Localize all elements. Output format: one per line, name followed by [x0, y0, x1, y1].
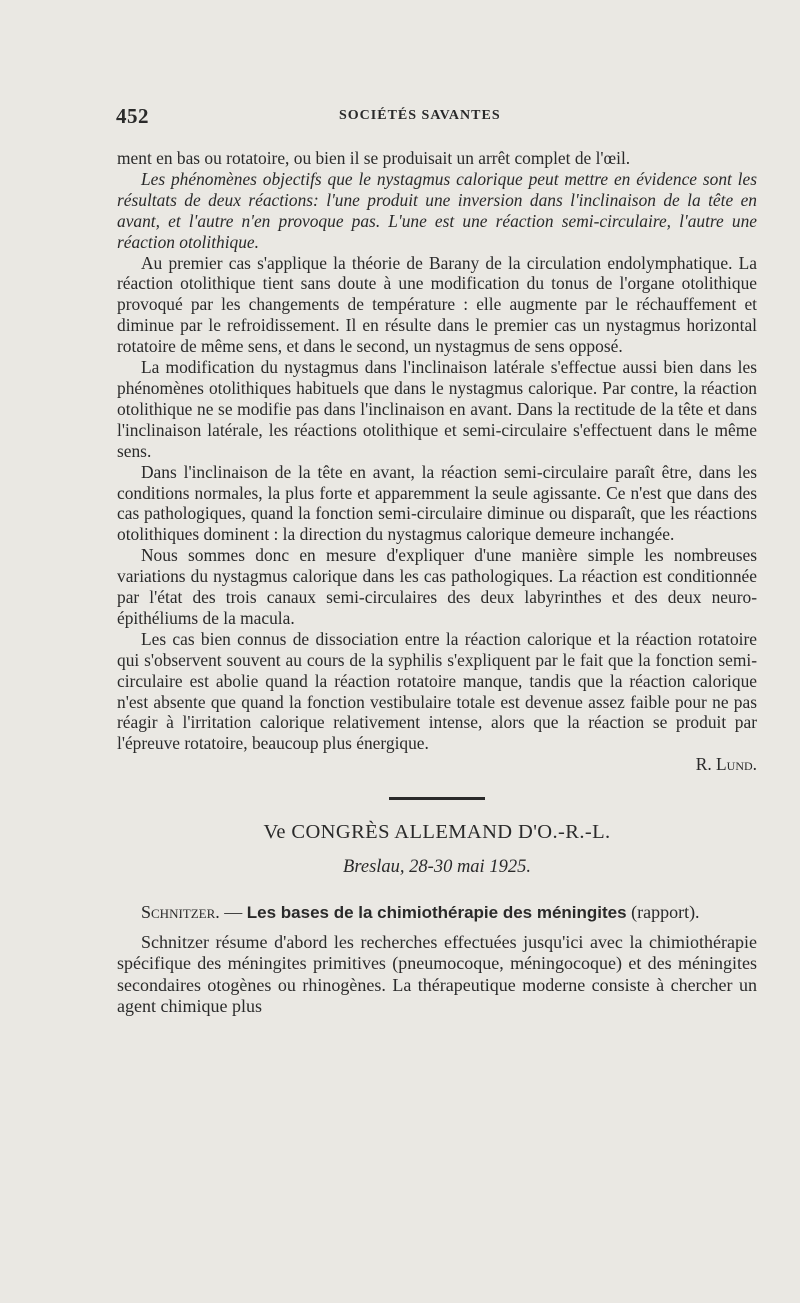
report-text: Schnitzer résume d'abord les recherches effectuées jusqu'ici avec la chimiothérapie spécifique des méningites primitives (pneumocoque, méningocoque) et des méningites secondaires otogènes ou rhinogènes. La thérapeutique moderne consiste à chercher un agent chimique plus: [117, 931, 757, 1017]
paragraph: ment en bas ou rotatoire, ou bien il se produisait un arrêt complet de l'œil.: [117, 148, 631, 168]
paragraph: La modification du nystagmus dans l'inclinaison latérale s'effectue aussi bien dans les phénomènes otolithiques habituels que dans le nystagmus calorique. Par contre, la réaction otolithique ne se modifie pas dans l'inclinaison en avant. Dans la rectitude de la tête et dans l'inclinaison latérale, les réactions otolithique et semi-circulaire s'effectuent dans le même sens.: [117, 357, 757, 461]
paragraph: Les cas bien connus de dissociation entre la réaction calorique et la réaction rotatoire qui s'observent souvent au cours de la syphilis s'expliquent par le fait que la fonction semi-circulaire est abolie quand la réaction rotatoire manque, tandis que la réaction calorique n'est absente que quand la fonction vestibulaire totale est devenue assez faible pour ne pas réagir à l'irritation calorique relativement intense, alors que la réaction se produit par l'épreuve rotatoire, beaucoup plus énergique.: [117, 628, 757, 754]
report-heading: [117, 902, 757, 924]
paragraph-italic: Les phénomènes objectifs que le nystagmus calorique peut mettre en évidence sont les résultats de deux réactions: l'une produit une inversion dans l'inclinaison de la tête en avant, et l'autre n'en provoque pas. L'une est une réaction semi-circulaire, l'autre une réaction otolithique.: [117, 168, 757, 252]
section-divider: [389, 797, 485, 800]
section-subtitle: Breslau, 28-30 mai 1925.: [343, 857, 531, 878]
page-header: [116, 104, 756, 130]
paragraph: Au premier cas s'applique la théorie de Barany de la circulation endolymphatique. La réaction otolithique tient sans doute à une modification du tonus de l'organe otolithique provoqué par les changements de température : elle augmente par le réchauffement et diminue par le refroidissement. Il en résulte dans le premier cas un nystagmus horizontal rotatoire de même sens, et dans le second, un nystagmus de sens opposé.: [117, 252, 757, 357]
page-number: 452: [116, 104, 149, 128]
report-title: Les bases de la chimiothérapie des méningites: [246, 903, 627, 922]
section-title: Ve CONGRÈS ALLEMAND D'O.-R.-L.: [263, 821, 611, 844]
report-author: Schnitzer.: [141, 902, 220, 922]
paragraph: Dans l'inclinaison de la tête en avant, la réaction semi-circulaire paraît être, dans les conditions normales, la plus forte et apparemment la seule agissante. Ce n'est que dans des cas pathologiques, quand la fonction semi-circulaire diminue ou disparaît, que les réactions otolithiques dominent : la direction du nystagmus calorique demeure inchangée.: [117, 461, 757, 545]
signature: R. Lund.: [695, 754, 757, 775]
signature-line: [117, 754, 757, 775]
paragraph: Nous sommes donc en mesure d'expliquer d'une manière simple les nombreuses variations du nystagmus calorique dans les cas pathologiques. La réaction est conditionnée par l'état des trois canaux semi-circulaires des deux labyrinthes et des deux neuro-épithéliums de la macula.: [117, 545, 757, 628]
report-note: (rapport).: [631, 902, 700, 922]
running-head: SOCIÉTÉS SAVANTES: [339, 108, 501, 123]
report-dash: —: [219, 902, 247, 922]
body-text: [117, 148, 757, 1018]
